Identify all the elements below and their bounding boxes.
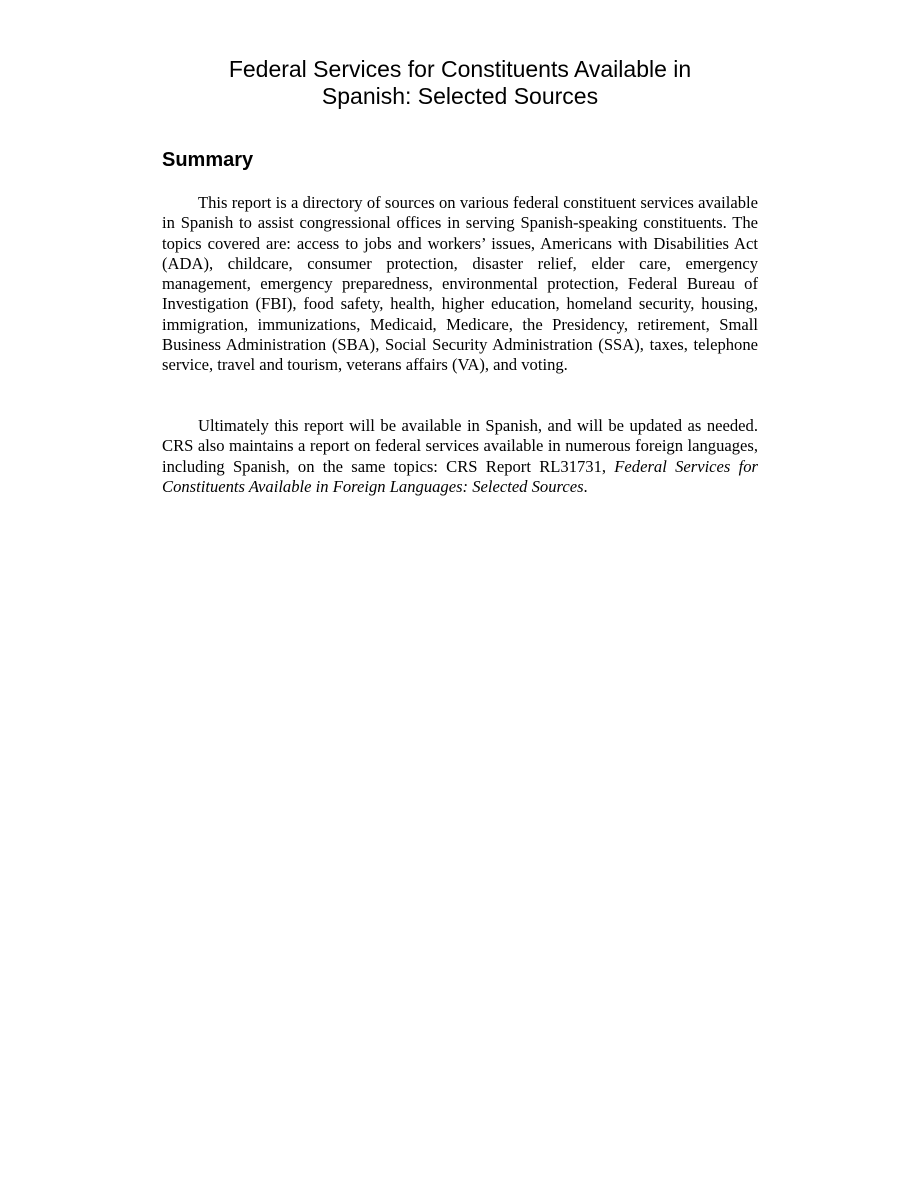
report-citation-title: Federal Services for Constituents Available in Foreign Languages: Selected Sources <box>162 456 758 496</box>
summary-paragraph-2 <box>162 416 758 497</box>
summary-heading: Summary <box>162 149 254 171</box>
document-title <box>162 56 758 110</box>
title-line-2: Spanish: Selected Sources <box>321 83 599 109</box>
paragraph-2-text: Ultimately this report will be available in Spanish, and will be updated as needed. CRS also maintains a report on federal services available in numerous foreign languages, including Spanish, on the same topics: CRS Report RL31731, <box>162 416 758 476</box>
title-line-1: Federal Services for Constituents Available in <box>228 56 692 82</box>
paragraph-2-end: . <box>583 476 588 496</box>
summary-paragraph-1: This report is a directory of sources on various federal constituent services available in Spanish to assist congressional offices in serving Spanish-speaking constituents. The topics covered are: access to jobs and workers’ issues, Americans with Disabilities Act (ADA), childcare, consumer protection, disaster relief, elder care, emergency management, emergency preparedness, environmental protection, Federal Bureau of Investigation (FBI), food safety, health, higher education, homeland security, housing, immigration, immunizations, Medicaid, Medicare, the Presidency, retirement, Small Business Administration (SBA), Social Security Administration (SSA), taxes, telephone service, travel and tourism, veterans affairs (VA), and voting. <box>162 193 758 375</box>
